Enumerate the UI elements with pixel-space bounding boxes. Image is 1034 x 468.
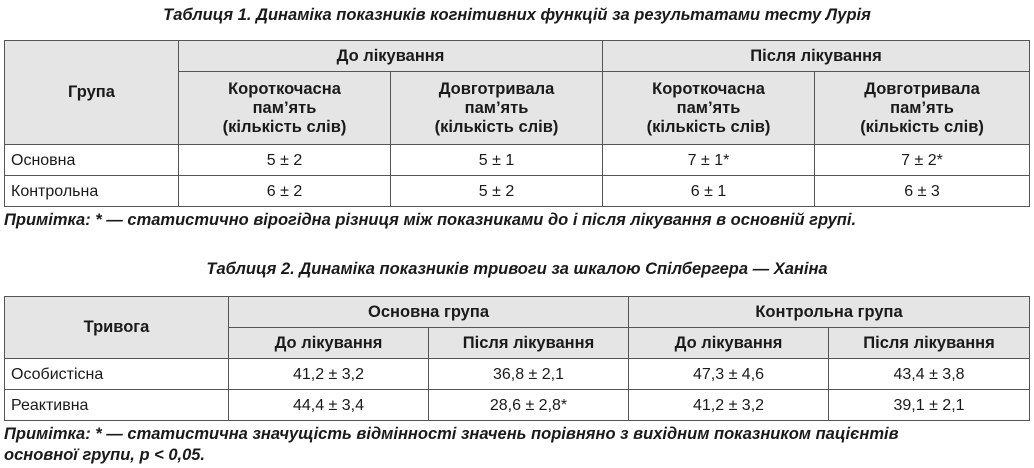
table2-note-line1: Примітка: * — статистична значущість відмінності значень порівняно з вихідним показником пацієнтів — [4, 425, 899, 443]
table-cell: 5 ± 2 — [391, 176, 603, 207]
table-cell: 6 ± 2 — [179, 176, 391, 207]
table-cell: 41,2 ± 3,2 — [629, 390, 829, 421]
table1-group-header: Група — [5, 41, 179, 145]
table-cell: 39,1 ± 2,1 — [829, 390, 1030, 421]
row-label: Особистісна — [5, 359, 229, 390]
row-label: Основна — [5, 145, 179, 176]
table-cell: 36,8 ± 2,1 — [429, 359, 629, 390]
table-row — [5, 176, 1030, 207]
table1-note: Примітка: * — статистично вірогідна різниця між показниками до і після лікування в основній групі. — [4, 211, 857, 229]
table1 — [4, 40, 1030, 207]
table-cell: 7 ± 1* — [603, 145, 815, 176]
table2-note-line2: основної групи, p < 0,05. — [4, 446, 206, 464]
table-cell: 6 ± 1 — [603, 176, 815, 207]
table-cell: 5 ± 1 — [391, 145, 603, 176]
table-cell: 43,4 ± 3,8 — [829, 359, 1030, 390]
table2-subheader: До лікування — [229, 328, 429, 359]
table-cell: 44,4 ± 3,4 — [229, 390, 429, 421]
table2-main-group-header: Основна група — [229, 297, 629, 328]
table1-short-memory-before-header: Короткочасна пам’ять (кількість слів) — [179, 72, 391, 145]
table-cell: 7 ± 2* — [815, 145, 1030, 176]
table1-long-memory-after-header: Довготривала пам’ять (кількість слів) — [815, 72, 1030, 145]
table2-anxiety-header: Тривога — [5, 297, 229, 359]
table-cell: 41,2 ± 3,2 — [229, 359, 429, 390]
table1-caption: Таблиця 1. Динаміка показників когнітивних функцій за результатами тесту Лурія — [163, 6, 871, 24]
table1-short-memory-after-header: Короткочасна пам’ять (кількість слів) — [603, 72, 815, 145]
table2 — [4, 296, 1030, 421]
row-label: Контрольна — [5, 176, 179, 207]
table2-note — [4, 424, 1028, 466]
table-cell: 28,6 ± 2,8* — [429, 390, 629, 421]
table1-long-memory-before-header: Довготривала пам’ять (кількість слів) — [391, 72, 603, 145]
table2-subheader: До лікування — [629, 328, 829, 359]
table-cell: 47,3 ± 4,6 — [629, 359, 829, 390]
table-cell: 6 ± 3 — [815, 176, 1030, 207]
table-cell: 5 ± 2 — [179, 145, 391, 176]
table2-control-group-header: Контрольна група — [629, 297, 1030, 328]
table2-subheader: Після лікування — [429, 328, 629, 359]
table2-subheader: Після лікування — [829, 328, 1030, 359]
table2-caption: Таблиця 2. Динаміка показників тривоги за шкалою Спілбергера — Ханіна — [206, 260, 828, 278]
table1-after-header: Після лікування — [603, 41, 1030, 72]
table-row — [5, 145, 1030, 176]
row-label: Реактивна — [5, 390, 229, 421]
table-row — [5, 390, 1030, 421]
table-row — [5, 359, 1030, 390]
table1-before-header: До лікування — [179, 41, 603, 72]
